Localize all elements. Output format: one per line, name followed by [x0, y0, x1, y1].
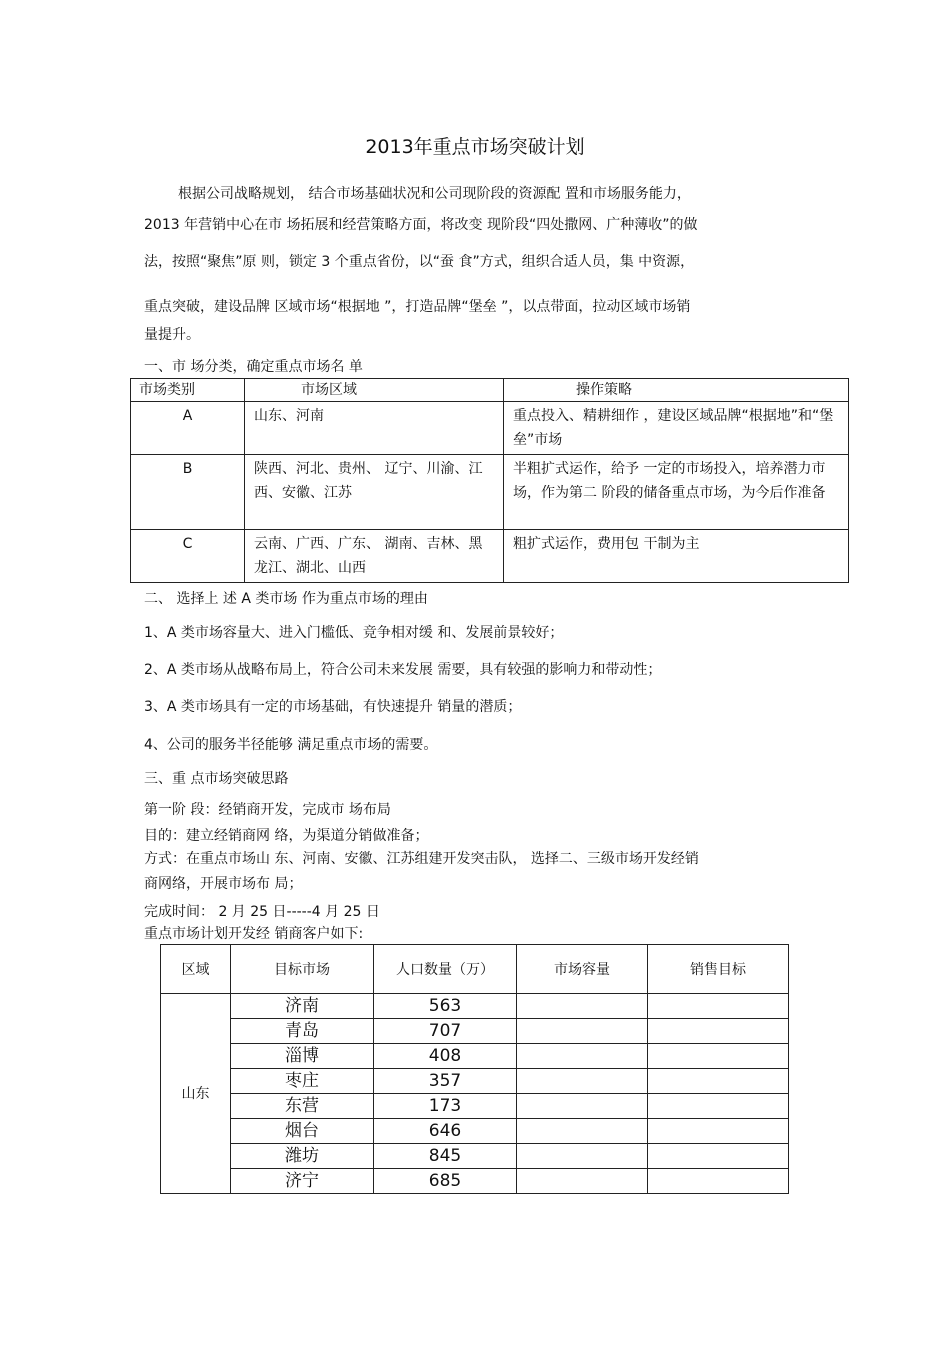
intro-line-1: 根据公司战略规划， 结合市场基础状况和公司现阶段的资源配 置和市场服务能力，: [178, 186, 691, 202]
category-cell: B: [131, 455, 245, 530]
population-cell: 646: [374, 1119, 517, 1144]
strategy-cell: 重点投入、精耕细作 ，建设区域品牌“根据地”和“堡垒”市场: [504, 402, 849, 455]
intro-line-3: 法，按照“聚焦”原 则，锁定 3 个重点省份，以“蚕 食”方式，组织合适人员，集 中资源，: [144, 254, 695, 270]
phase-time: 完成时间： 2 月 25 日-----4 月 25 日: [144, 904, 380, 920]
intro-line-5: 量提升。: [144, 327, 200, 343]
city-cell: 潍坊: [231, 1144, 374, 1169]
header-market-capacity: 市场容量: [517, 945, 648, 994]
category-cell: A: [131, 402, 245, 455]
capacity-cell: [517, 1119, 648, 1144]
capacity-cell: [517, 1019, 648, 1044]
table-header-row: [131, 379, 849, 402]
table-row: [161, 994, 789, 1019]
sales-target-cell: [648, 1119, 789, 1144]
table-row: [161, 1069, 789, 1094]
population-cell: 173: [374, 1094, 517, 1119]
intro-line-2: 2013 年营销中心在市 场拓展和经营策略方面，将改变 现阶段“四处撒网、广种薄收”的做: [144, 217, 698, 233]
header-region: 市场区域: [245, 379, 504, 402]
sales-target-cell: [648, 1069, 789, 1094]
city-cell: 淄博: [231, 1044, 374, 1069]
strategy-cell: 半粗扩式运作，给予 一定的市场投入，培养潜力市场，作为第二 阶段的储备重点市场，为今后作准备: [504, 455, 849, 530]
phase-plan: 重点市场计划开发经 销商客户如下:: [144, 926, 364, 942]
sales-target-cell: [648, 1169, 789, 1194]
table-row: [161, 1169, 789, 1194]
capacity-cell: [517, 1094, 648, 1119]
reason-1: 1、A 类市场容量大、进入门槛低、竞争相对缓 和、发展前景较好；: [144, 625, 564, 641]
header-target-market: 目标市场: [231, 945, 374, 994]
region-cell: 云南、广西、广东、 湖南、吉林、黑龙江、湖北、山西: [245, 530, 504, 583]
page-title: 2013年重点市场突破计划: [365, 136, 585, 158]
capacity-cell: [517, 1044, 648, 1069]
table-row: [161, 1144, 789, 1169]
phase-goal: 目的：建立经销商网 络，为渠道分销做准备；: [144, 828, 429, 844]
phase-stage: 第一阶 段：经销商开发，完成市 场布局: [144, 802, 391, 818]
population-cell: 357: [374, 1069, 517, 1094]
city-cell: 烟台: [231, 1119, 374, 1144]
header-strategy: 操作策略: [504, 379, 849, 402]
city-cell: 东营: [231, 1094, 374, 1119]
province-cell: 山东: [161, 994, 231, 1194]
header-area: 区域: [161, 945, 231, 994]
reason-2: 2、A 类市场从战略布局上，符合公司未来发展 需要，具有较强的影响力和带动性；: [144, 662, 662, 678]
population-cell: 408: [374, 1044, 517, 1069]
sales-target-cell: [648, 1094, 789, 1119]
capacity-cell: [517, 1169, 648, 1194]
section-2-heading: 二、 选择上 述 A 类市场 作为重点市场的理由: [144, 591, 428, 607]
phase-method-line-1: 方式：在重点市场山 东、河南、安徽、江苏组建开发突击队， 选择二、三级市场开发经销: [144, 851, 699, 867]
sales-target-cell: [648, 1144, 789, 1169]
capacity-cell: [517, 1144, 648, 1169]
table-header-row: [161, 945, 789, 994]
intro-line-4: 重点突破，建设品牌 区域市场“根据地 ”，打造品牌“堡垒 ”，以点带面，拉动区域市场销: [144, 299, 691, 315]
phase-method-line-2: 商网络，开展市场布 局；: [144, 876, 303, 892]
table-row: [131, 455, 849, 530]
dealer-plan-table: [160, 944, 789, 1194]
section-1-heading: 一、市 场分类，确定重点市场名 单: [144, 359, 363, 375]
city-cell: 枣庄: [231, 1069, 374, 1094]
region-cell: 山东、河南: [245, 402, 504, 455]
reason-3: 3、A 类市场具有一定的市场基础，有快速提升 销量的潜质；: [144, 699, 522, 715]
section-3-heading: 三、重 点市场突破思路: [144, 771, 289, 787]
reason-4: 4、公司的服务半径能够 满足重点市场的需要。: [144, 737, 438, 753]
population-cell: 563: [374, 994, 517, 1019]
city-cell: 济宁: [231, 1169, 374, 1194]
table-row: [131, 530, 849, 583]
population-cell: 707: [374, 1019, 517, 1044]
city-cell: 济南: [231, 994, 374, 1019]
header-population: 人口数量（万）: [374, 945, 517, 994]
market-category-table: [130, 378, 849, 583]
population-cell: 845: [374, 1144, 517, 1169]
capacity-cell: [517, 1069, 648, 1094]
region-cell: 陕西、河北、贵州、 辽宁、川渝、江西、安徽、江苏: [245, 455, 504, 530]
table-row: [161, 1019, 789, 1044]
population-cell: 685: [374, 1169, 517, 1194]
header-category: 市场类别: [131, 379, 245, 402]
header-sales-target: 销售目标: [648, 945, 789, 994]
sales-target-cell: [648, 994, 789, 1019]
city-cell: 青岛: [231, 1019, 374, 1044]
strategy-cell: 粗扩式运作，费用包 干制为主: [504, 530, 849, 583]
table-row: [161, 1094, 789, 1119]
table-row: [161, 1044, 789, 1069]
table-row: [161, 1119, 789, 1144]
sales-target-cell: [648, 1019, 789, 1044]
table-row: [131, 402, 849, 455]
category-cell: C: [131, 530, 245, 583]
capacity-cell: [517, 994, 648, 1019]
sales-target-cell: [648, 1044, 789, 1069]
